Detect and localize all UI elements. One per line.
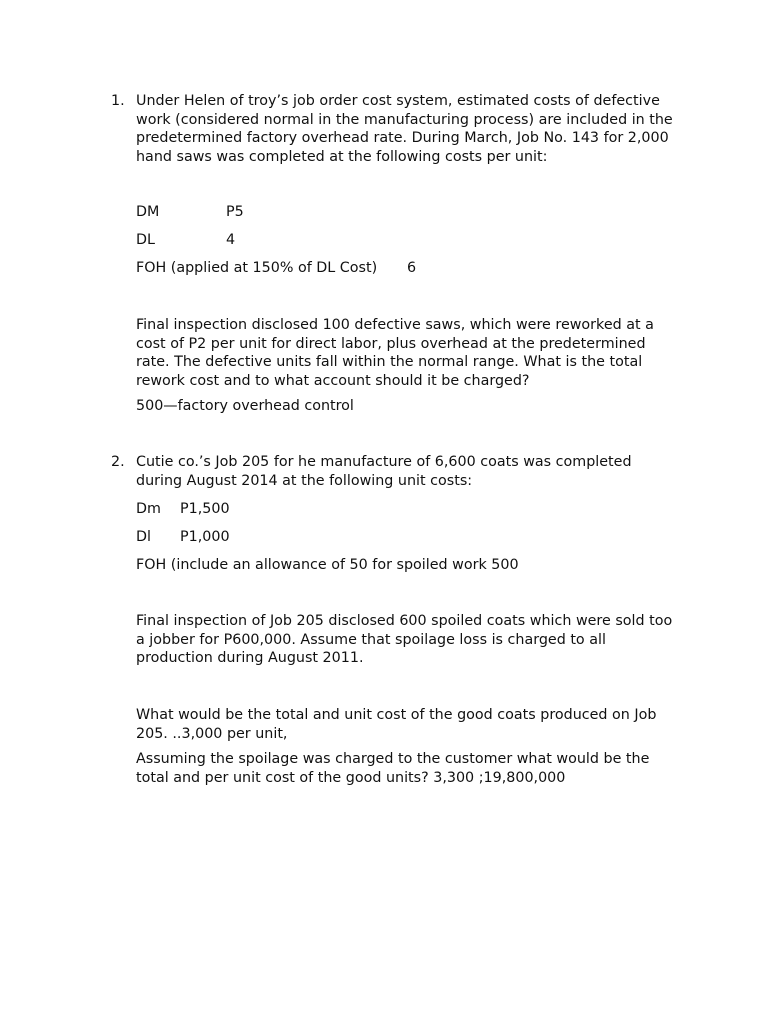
q2-foh-line: FOH (include an allowance of 50 for spoiled work 500 [136,557,519,573]
q1-answer: 500—factory overhead control [136,398,354,414]
q2-number: 2. [111,454,125,470]
q1-cost-value: 6 [407,260,417,276]
q2-cost-label: Dl [136,529,151,545]
q1-intro: Under Helen of troy’s job order cost system, estimated costs of defective work (considered normal in the manufacturing process) are included in the predetermined factory overhead rate. During March, Job No. 143 for 2,000 hand saws was completed at the following costs per unit: [136,93,673,165]
q1-cost-label: DM [136,204,160,220]
q2-intro: Cutie co.’s Job 205 for he manufacture of 6,600 coats was completed during August 2014 at the following unit costs: [136,454,632,489]
q1-inspection: Final inspection disclosed 100 defective saws, which were reworked at a cost of P2 per unit for direct labor, plus overhead at the predetermined rate. The defective units fall within the normal range. What is the total rework cost and to what account should it be charged? [136,317,654,389]
q2-question-a: What would be the total and unit cost of the good coats produced on Job 205. ..3,000 per unit, [136,707,657,742]
q1-cost-value: P5 [226,204,244,220]
q1-cost-label: DL [136,232,155,248]
q2-inspection: Final inspection of Job 205 disclosed 600 spoiled coats which were sold too a jobber for P600,000. Assume that spoilage loss is charged to all production during August 2011. [136,613,673,666]
q1-cost-value: 4 [226,232,236,248]
q2-cost-label: Dm [136,501,161,517]
q1-number: 1. [111,93,125,109]
q2-question-b: Assuming the spoilage was charged to the customer what would be the total and per unit cost of the good units? 3,300 ;19,800,000 [136,751,650,786]
q2-cost-value: P1,500 [180,501,230,517]
q2-cost-value: P1,000 [180,529,230,545]
q1-cost-label: FOH (applied at 150% of DL Cost) [136,260,378,276]
